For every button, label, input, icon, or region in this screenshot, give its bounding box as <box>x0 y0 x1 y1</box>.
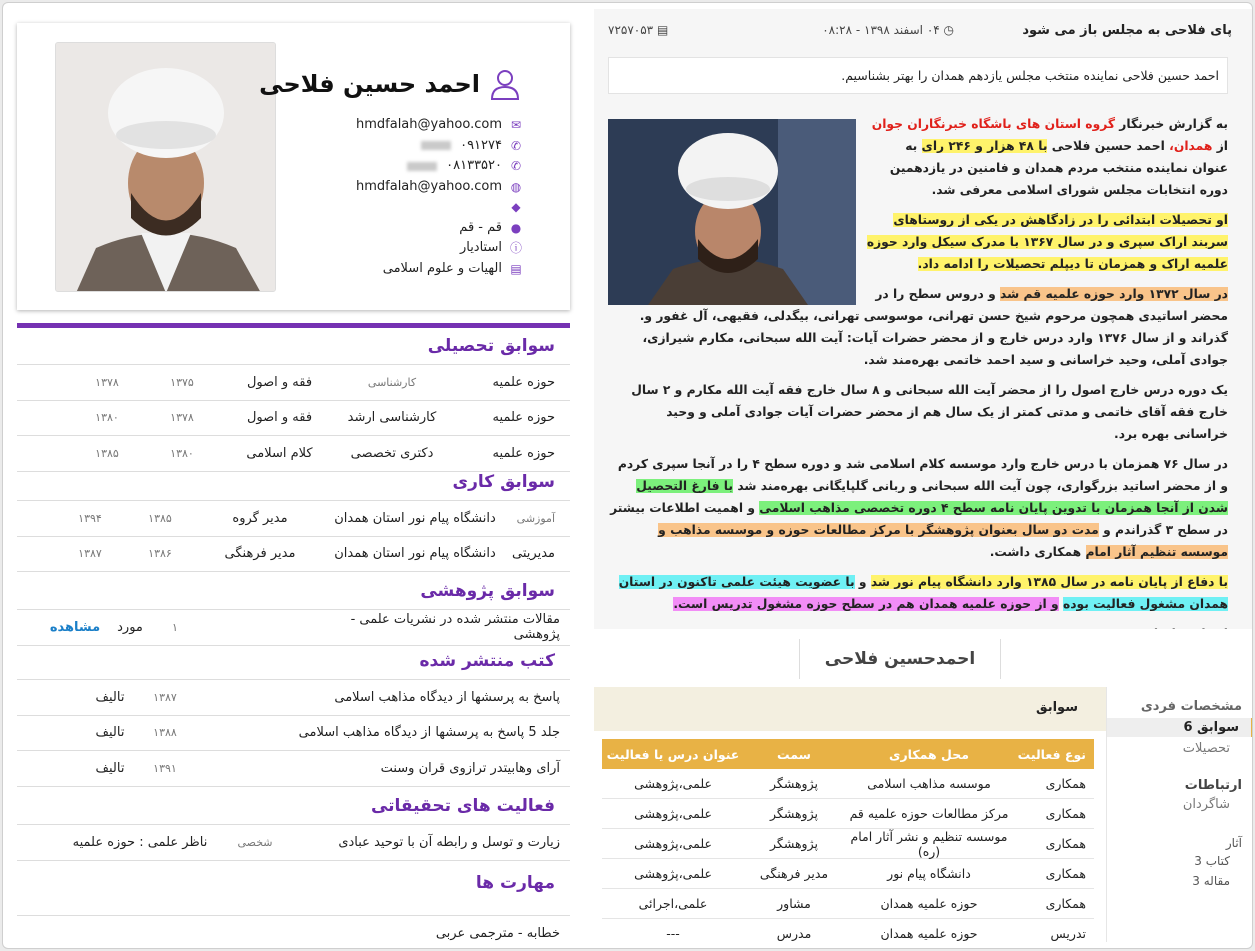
article-photo <box>608 119 856 305</box>
news-column <box>594 9 1253 942</box>
table-row: جلد 5 پاسخ به پرسشها از دیدگاه مذاهب اسلامی ۱۳۸۸ تالیف <box>17 716 570 752</box>
profile-name: احمد حسین فلاحی <box>259 70 480 98</box>
section-title: سوابق پژوهشی <box>420 581 555 601</box>
records-title: سوابق <box>1036 700 1078 715</box>
sidebar-item-education[interactable]: تحصیلات <box>1182 741 1230 756</box>
section-title: سوابق کاری <box>452 472 555 492</box>
education-section <box>17 328 570 472</box>
sidebar-item-personal[interactable]: مشخصات فردی <box>1140 699 1242 714</box>
table-row: آموزشی دانشگاه پیام نور استان همدان مدیر گروه ۱۳۸۵ ۱۳۹۴ <box>17 501 570 537</box>
table-row: همکاری موسسه تنظیم و نشر آثار امام (ره) پژوهشگر علمی،پژوهشی <box>602 829 1094 859</box>
sidebar-item-relations[interactable]: ارتباطات <box>1184 778 1242 793</box>
phone-icon: ✆ <box>510 159 522 174</box>
research-section <box>17 573 570 646</box>
projects-section <box>17 788 570 861</box>
news-headline: پای فلاحی به مجلس باز می شود <box>1022 23 1232 38</box>
table-row: آرای وهابیتدر ترازوی قران وسنت ۱۳۹۱ تالیف <box>17 751 570 787</box>
globe-icon: ◍ <box>510 179 522 194</box>
table-row: همکاری دانشگاه پیام نور مدیر فرهنگی علمی،پژوهشی <box>602 859 1094 889</box>
phone-2: ۰۸۱۳۳۵۲۰ <box>446 158 502 173</box>
info-icon: ⓘ <box>509 241 522 256</box>
sidebar-item-books[interactable]: کتاب 3 <box>1194 854 1230 868</box>
phone-1-blur <box>421 141 451 150</box>
section-title: فعالیت های تحقیقاتی <box>370 796 555 816</box>
table-row: همکاری حوزه علمیه همدان مشاور علمی،اجرائی <box>602 889 1094 919</box>
tab-person[interactable]: احمدحسین فلاحی <box>799 639 1001 679</box>
sidebar-item-works[interactable]: آثار <box>1225 836 1242 850</box>
profile-column <box>17 23 570 942</box>
user-icon <box>488 67 522 101</box>
records-sidebar <box>1106 687 1253 942</box>
phone-icon: ✆ <box>510 138 522 153</box>
records-table <box>602 739 1094 949</box>
records-panel <box>594 687 1253 942</box>
view-link[interactable]: مشاهده <box>49 619 101 635</box>
phone-1: ۰۹۱۲۷۴ <box>460 137 502 153</box>
table-row: زیارت و توسل و رابطه آن با توحید عبادی شخصی ناظر علمی : حوزه علمیه <box>17 825 570 861</box>
table-row: خطابه - مترجمی عربی <box>435 926 560 942</box>
email-icon: ✉ <box>510 118 522 133</box>
location-value: قم - قم <box>459 219 502 235</box>
sidebar-item-students[interactable]: شاگردان <box>1182 797 1230 812</box>
table-row: حوزه علمیه کارشناسی فقه و اصول ۱۳۷۵ ۱۳۷۸ <box>17 365 570 401</box>
skills-section <box>17 865 570 949</box>
website-value[interactable]: hmdfalah@yahoo.com <box>356 178 502 194</box>
table-row: همکاری مرکز مطالعات حوزه علمیه قم پژوهشگر علمی،پژوهشی <box>602 799 1094 829</box>
news-id: ▤ ۷۲۵۷۰۵۳ <box>608 23 669 37</box>
table-row: همکاری موسسه مذاهب اسلامی پژوهشگر علمی،پژوهشی <box>602 769 1094 799</box>
profile-photo <box>55 42 276 292</box>
work-section <box>17 464 570 572</box>
sidebar-item-articles[interactable]: مقاله 3 <box>1192 874 1230 888</box>
book-icon: ▤ <box>510 261 522 276</box>
section-title: سوابق تحصیلی <box>427 336 555 356</box>
tag-icon: ◆ <box>511 200 521 215</box>
sidebar-item-records[interactable]: سوابق 6 <box>1107 718 1253 737</box>
table-row: حوزه علمیه دکتری تخصصی کلام اسلامی ۱۳۸۰ ۱۳۸۵ <box>17 436 570 472</box>
profile-card <box>17 23 570 310</box>
section-title: مهارت ها <box>475 873 555 893</box>
profile-name-row <box>259 67 522 101</box>
contact-info <box>356 115 522 279</box>
section-title: کتب منتشر شده <box>419 651 555 671</box>
news-article: به گزارش خبرنگار گروه استان های باشگاه خبرنگاران جوان از همدان، احمد حسین فلاحی با ۴۸ هزار و ۲۴۶ رای به عنوان نماینده منتخب مردم همدان و فامنین در یازدهمین دوره انتخابات مجلس شورای اسلامی معرفی شد. او تحصیلات ابتدائی را در زادگاهش در یکی از روستاهای سربند اراک سپری و در سال ۱۳۶۷ با مدرک سیکل وارد حوزه علمیه اراک و همزمان تا دیپلم تحصیلات را ادامه داد. در سال ۱۳۷۲ وارد حوزه علمیه قم شد و دروس سطح را در محضر اساتیدی همچون مرحوم شیخ حسن تهرانی، موسوسی تهرانی، بیگدلی، فقیهی، آل غفور و. گذراند و از سال ۱۳۷۶ وارد درس خارج و از محضر حضرات آیات: آیت الله سبحانی، مکارم شیرازی، جوادی آملی، وحید خراسانی و سید احمد خاتمی بهره‌مند شد. یک دوره درس خارج اصول را از محضر آیت الله سبحانی و ۸ سال خارج فقه آیت الله مکارم و ۲ سال خارج فقه آقای خاتمی و مدتی کمتر از یک سال هم از محضر حضرات آیات جوادی آملی و وحید خراسانی بهره برد. در سال ۷۶ همزمان با درس خارج وارد موسسه کلام اسلامی شد و دوره سطح ۴ را در آنجا سپری کردم و از محضر اساتید بزرگواری، چون آیت الله سبحانی و ربانی گلپایگانی بهره‌مند شد با فارغ التحصیل شدن از آنجا همزمان با تدوین پایان نامه سطح ۴ دوره تخصصی مذاهب اسلامی و اهمیت اطلاعات بیشتر در سطح ۳ گذراندم و مدت دو سال بعنوان پژوهشگر با مرکز مطالعات حوزه و موسسه مذاهب و موسسه تنظیم آثار امام همکاری داشت. با دفاع از پایان نامه در سال ۱۳۸۵ وارد دانشگاه پیام نور شد و با عضویت هیئت علمی تاکنون در استان همدان مشغول فعالیت بوده و از حوزه علمیه همدان هم در سطح حوزه مشغول تدریس است. <box>608 113 1228 653</box>
table-row: حوزه علمیه کارشناسی ارشد فقه و اصول ۱۳۷۸ ۱۳۸۰ <box>17 401 570 437</box>
news-lead: احمد حسین فلاحی نماینده منتخب مجلس یازدهم همدان را بهتر بشناسیم. <box>608 57 1228 94</box>
news-date: ◷ ۰۴ اسفند ۱۳۹۸ - ۰۸:۲۸ <box>822 23 954 37</box>
books-section <box>17 643 570 787</box>
location-icon: ● <box>510 220 522 235</box>
table-row: پاسخ به پرسشها از دیدگاه مذاهب اسلامی ۱۳۸۷ تالیف <box>17 680 570 716</box>
rank-value: استادیار <box>459 240 502 255</box>
clock-icon: ◷ <box>939 23 954 37</box>
window <box>2 2 1253 949</box>
table-row: تدریس حوزه علمیه همدان مدرس --- <box>602 919 1094 949</box>
table-header: نوع فعالیت محل همکاری سمت عنوان درس یا فعالیت <box>602 739 1094 769</box>
person-tabstrip <box>594 629 1253 687</box>
table-row: مدیریتی دانشگاه پیام نور استان همدان مدیر فرهنگی ۱۳۸۶ ۱۳۸۷ <box>17 537 570 573</box>
phone-2-blur <box>407 162 437 171</box>
document-icon: ▤ <box>653 23 669 37</box>
table-row: مقالات منتشر شده در نشریات علمی - پژوهشی ۱ مورد مشاهده <box>17 610 570 646</box>
field-value: الهیات و علوم اسلامی <box>382 260 502 276</box>
records-header <box>594 687 1106 731</box>
news-header <box>594 9 1253 53</box>
email-value[interactable]: hmdfalah@yahoo.com <box>356 117 502 132</box>
